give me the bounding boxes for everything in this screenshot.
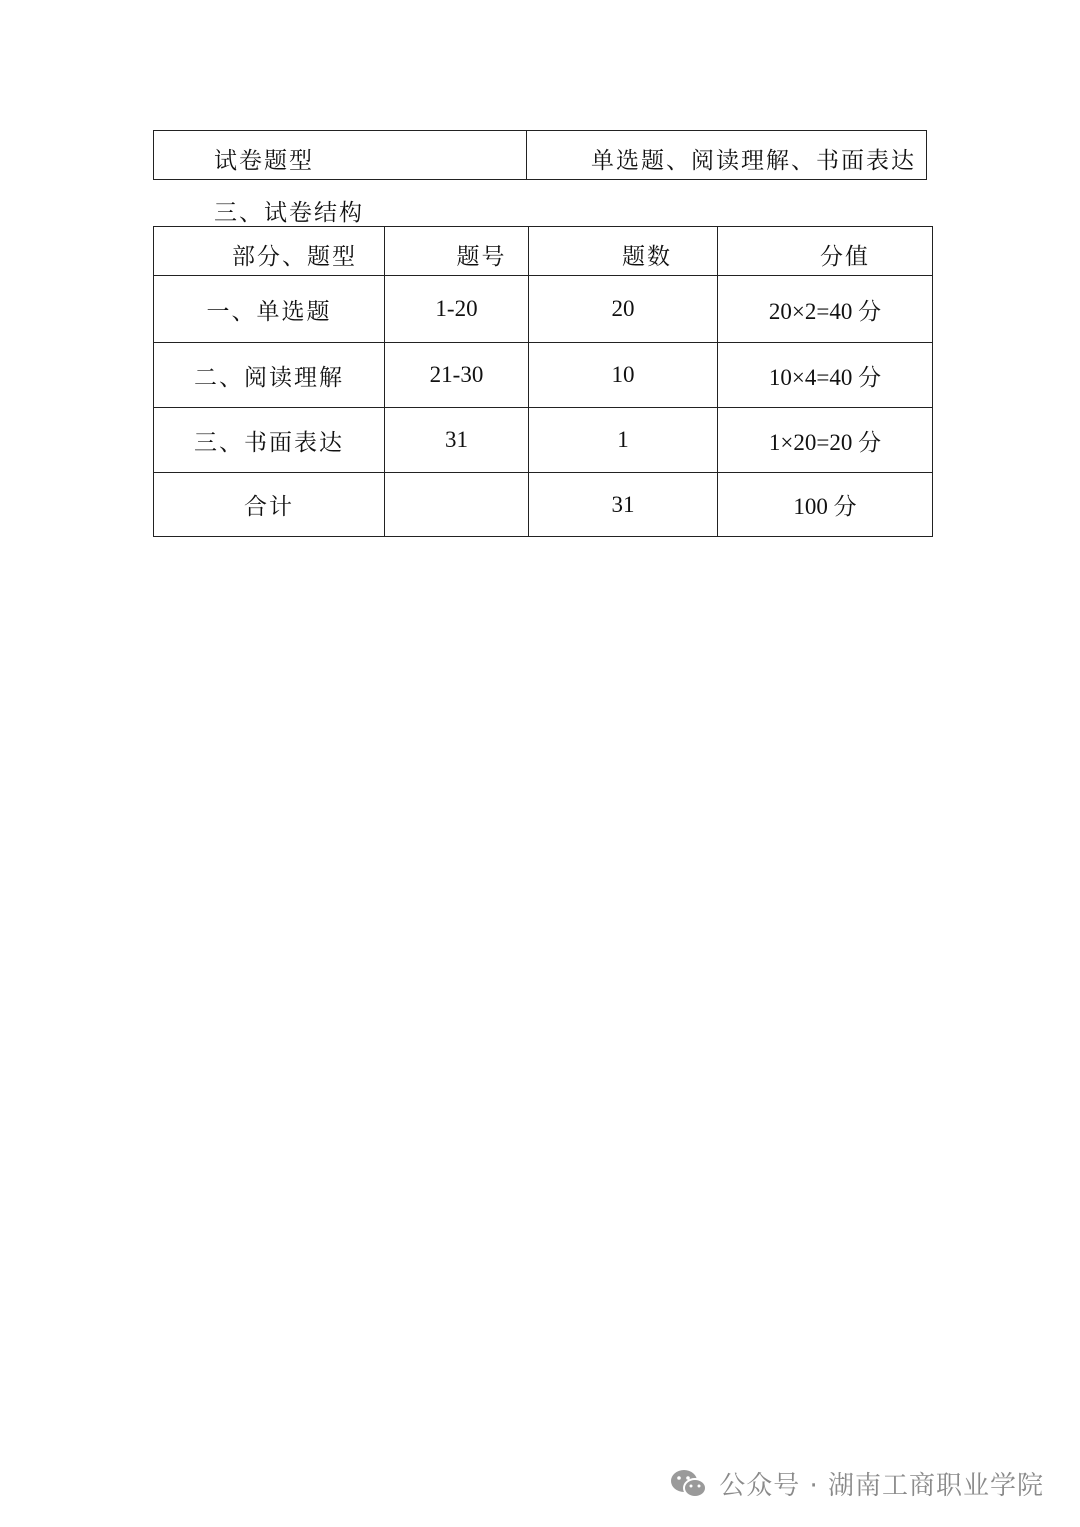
table-cell: 20×2=40 分: [718, 276, 933, 343]
table-cell: 10×4=40 分: [718, 343, 933, 408]
header-cell: 题数: [529, 227, 718, 276]
table-row: [154, 408, 933, 473]
table-cell: 1: [529, 408, 718, 473]
header-cell: 部分、题型: [154, 227, 385, 276]
table-cell: 合计: [154, 473, 385, 537]
table-cell: 1×20=20 分: [718, 408, 933, 473]
watermark-text: 公众号 · 湖南工商职业学院: [719, 1471, 1044, 1501]
header-cell: 题号: [385, 227, 529, 276]
table-cell: 21-30: [385, 343, 529, 408]
table-cell: 10: [529, 343, 718, 408]
table-cell: 31: [529, 473, 718, 537]
watermark: [669, 1465, 1044, 1502]
table-cell: 二、阅读理解: [154, 343, 385, 408]
table-cell: 100 分: [718, 473, 933, 537]
table-header-row: [154, 227, 933, 276]
table-cell: 31: [385, 408, 529, 473]
table-cell: [385, 473, 529, 537]
section-heading: 三、试卷结构: [214, 200, 364, 226]
exam-type-value: 单选题、阅读理解、书面表达: [591, 147, 916, 174]
table-cell: 1-20: [385, 276, 529, 343]
table-cell: 三、书面表达: [154, 408, 385, 473]
table-row: [154, 473, 933, 537]
table-cell: 一、单选题: [154, 276, 385, 343]
header-cell: 分值: [718, 227, 933, 276]
table-cell: 20: [529, 276, 718, 343]
table-row: [154, 276, 933, 343]
wechat-icon: [669, 1468, 709, 1500]
exam-type-table: [153, 130, 927, 180]
exam-type-label: 试卷题型: [154, 131, 527, 179]
table-row: [154, 343, 933, 408]
exam-structure-table: [153, 226, 933, 537]
